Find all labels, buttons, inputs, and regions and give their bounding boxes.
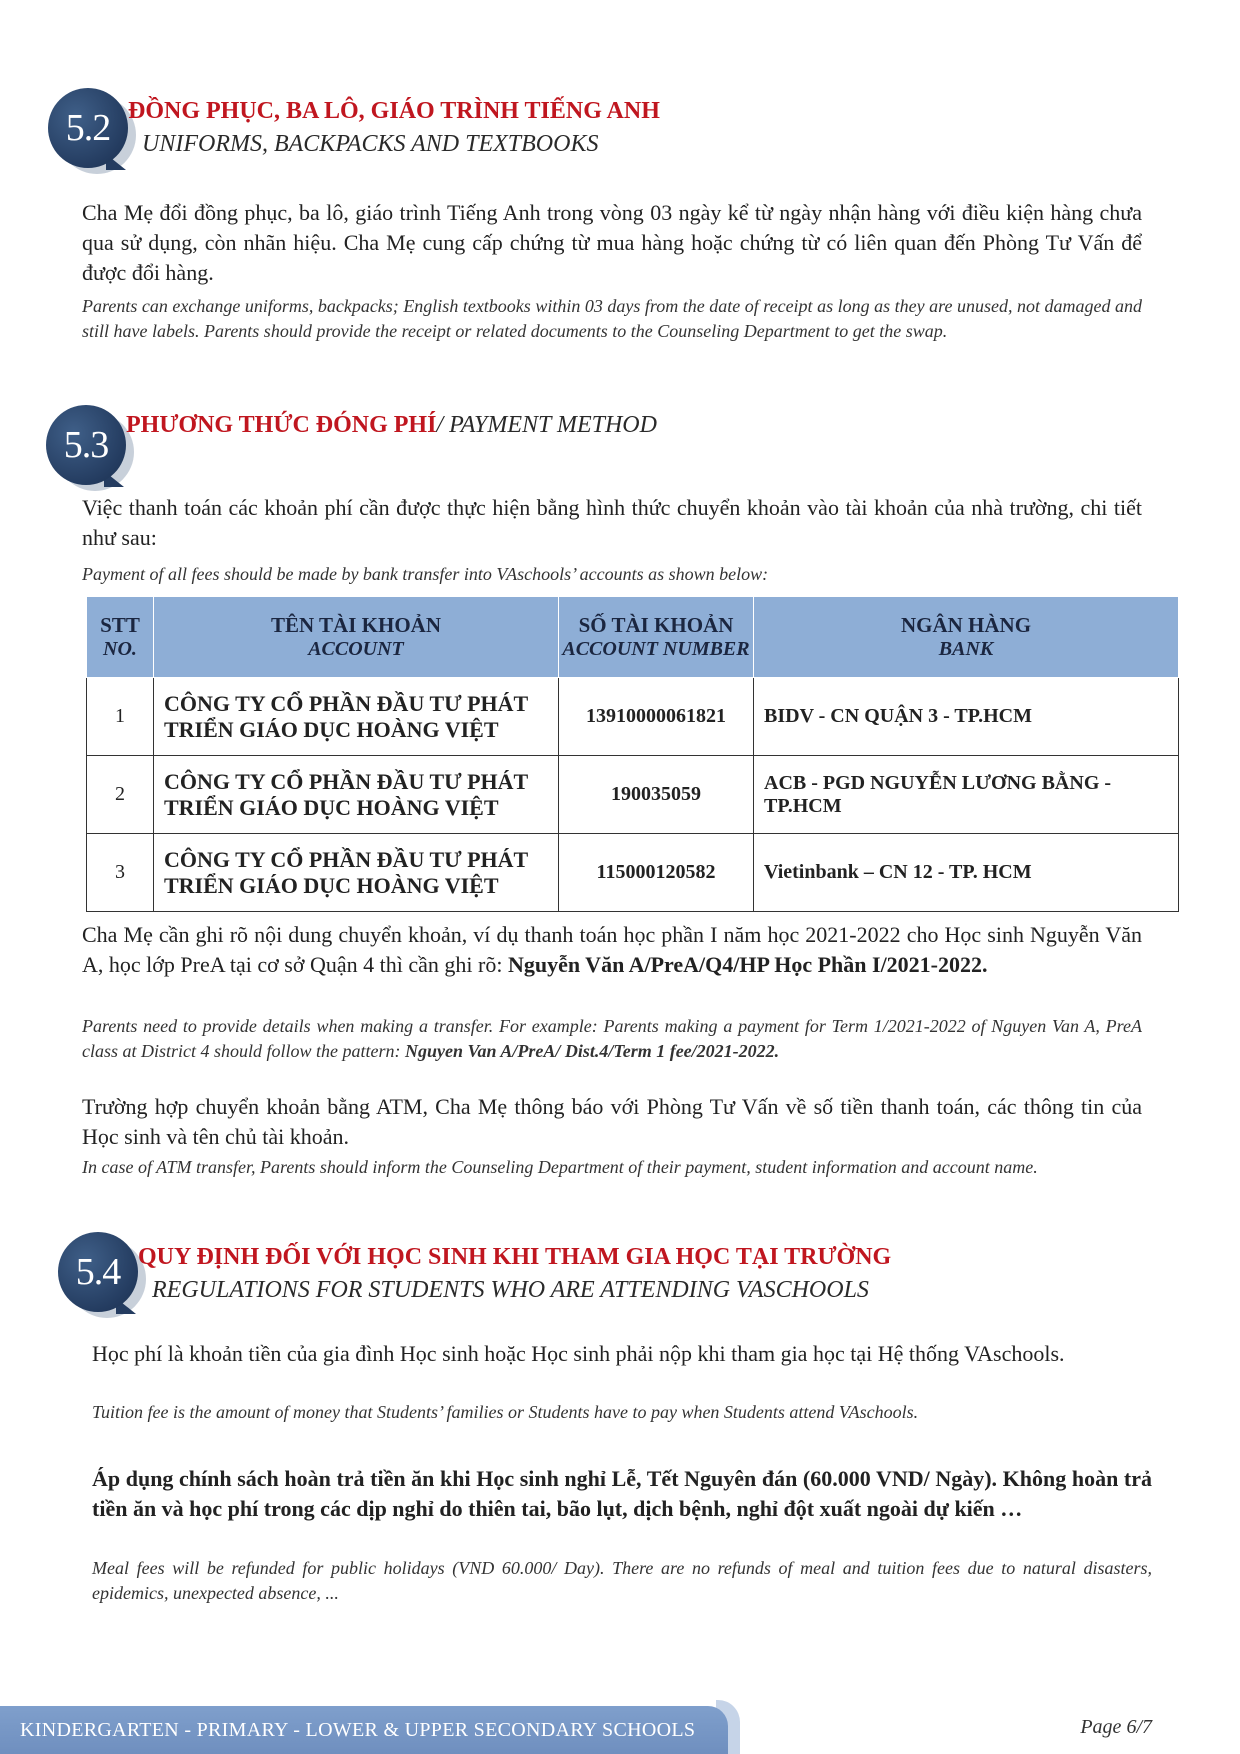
section-title-vi: QUY ĐỊNH ĐỐI VỚI HỌC SINH KHI THAM GIA HỌC TẠI TRƯỜNG: [138, 1244, 892, 1270]
section-badge-5-2: [48, 88, 138, 178]
row-account-number: 13910000061821: [559, 678, 754, 756]
row-stt: 2: [87, 756, 154, 834]
section-title-vi: PHƯƠNG THỨC ĐÓNG PHÍ: [126, 412, 437, 438]
transfer-pattern-vi: Nguyễn Văn A/PreA/Q4/HP Học Phần I/2021-2022.: [507, 952, 988, 977]
section-title: [126, 412, 657, 439]
section-number: 5.2: [48, 88, 128, 168]
column-header-bank: NGÂN HÀNG BANK: [754, 597, 1179, 678]
table-row: [87, 756, 1179, 834]
refund-policy-vi: Áp dụng chính sách hoàn trả tiền ăn khi Học sinh nghỉ Lễ, Tết Nguyên đán (60.000 VND/ Ngày). Không hoàn trả tiền ăn và học phí trong các dịp nghỉ do thiên tai, bão lụt, dịch bệnh, nghỉ đột xuất ngoài dự kiến …: [92, 1466, 1152, 1521]
section-number: 5.4: [58, 1232, 138, 1312]
section-badge-5-4: [58, 1232, 148, 1322]
row-stt: 3: [87, 834, 154, 912]
exchange-policy-en: Parents can exchange uniforms, backpacks; English textbooks within 03 days from the date of receipt as long as they are unused, not damaged and still have labels. Parents should provide the receipt or related documents to the Counseling Department to get the swap.: [82, 296, 1142, 341]
footer-bar: [0, 1706, 728, 1754]
section-title-en: UNIFORMS, BACKPACKS AND TEXTBOOKS: [142, 131, 599, 157]
transfer-note-vi: Cha Mẹ cần ghi rõ nội dung chuyển khoản, ví dụ thanh toán học phần I năm học 2021-2022 cho Học sinh Nguyễn Văn A, học lớp PreA tại cơ sở Quận 4 thì cần ghi rõ: Nguyễn Văn A/PreA/Q4/HP Học Phần I/2021-2022.: [82, 922, 1142, 977]
bank-accounts-table: [86, 596, 1179, 912]
row-bank: Vietinbank – CN 12 - TP. HCM: [754, 834, 1179, 912]
row-account-name: CÔNG TY CỔ PHẦN ĐẦU TƯ PHÁT TRIỂN GIÁO DỤC HOÀNG VIỆT: [154, 678, 559, 756]
row-bank: ACB - PGD NGUYỄN LƯƠNG BẰNG - TP.HCM: [754, 756, 1179, 834]
payment-intro-vi: Việc thanh toán các khoản phí cần được thực hiện bằng hình thức chuyển khoản vào tài khoản của nhà trường, chi tiết như sau:: [82, 495, 1142, 550]
table-row: [87, 834, 1179, 912]
section-title-vi: ĐỒNG PHỤC, BA LÔ, GIÁO TRÌNH TIẾNG ANH: [128, 98, 660, 124]
tuition-definition-vi: Học phí là khoản tiền của gia đình Học sinh hoặc Học sinh phải nộp khi tham gia học tại Hệ thống VAschools.: [92, 1341, 1065, 1366]
transfer-pattern-en: Nguyen Van A/PreA/ Dist.4/Term 1 fee/2021-2022.: [405, 1041, 780, 1061]
refund-policy-en: Meal fees will be refunded for public holidays (VND 60.000/ Day). There are no refunds of meal and tuition fees due to natural disasters, epidemics, unexpected absence, ...: [92, 1558, 1152, 1603]
transfer-note-en: Parents need to provide details when making a transfer. For example: Parents making a payment for Term 1/2021-2022 of Nguyen Van A, PreA class at District 4 should follow the pattern: Nguyen Van A/PreA/ Dist.4/Term 1 fee/2021-2022.: [82, 1016, 1142, 1061]
column-header-account-number: SỐ TÀI KHOẢN ACCOUNT NUMBER: [559, 597, 754, 678]
row-account-number: 190035059: [559, 756, 754, 834]
row-account-name: CÔNG TY CỔ PHẦN ĐẦU TƯ PHÁT TRIỂN GIÁO DỤC HOÀNG VIỆT: [154, 834, 559, 912]
table-header-row: [87, 597, 1179, 678]
column-header-stt: STT NO.: [87, 597, 154, 678]
table-row: [87, 678, 1179, 756]
section-title-en: / PAYMENT METHOD: [436, 412, 657, 438]
page-number: Page 6/7: [1080, 1716, 1152, 1738]
section-title-en: REGULATIONS FOR STUDENTS WHO ARE ATTENDING VASCHOOLS: [152, 1277, 869, 1303]
payment-intro-en: Payment of all fees should be made by bank transfer into VAschools’ accounts as shown below:: [82, 564, 769, 584]
tuition-definition-en: Tuition fee is the amount of money that Students’ families or Students have to pay when Students attend VAschools.: [92, 1402, 919, 1422]
row-account-name: CÔNG TY CỔ PHẦN ĐẦU TƯ PHÁT TRIỂN GIÁO DỤC HOÀNG VIỆT: [154, 756, 559, 834]
column-header-account: TÊN TÀI KHOẢN ACCOUNT: [154, 597, 559, 678]
atm-note-vi: Trường hợp chuyển khoản bằng ATM, Cha Mẹ thông báo với Phòng Tư Vấn về số tiền thanh toán, các thông tin của Học sinh và tên chủ tài khoản.: [82, 1094, 1142, 1149]
footer-schools-text: KINDERGARTEN - PRIMARY - LOWER & UPPER SECONDARY SCHOOLS: [20, 1718, 696, 1741]
section-badge-5-3: [46, 405, 136, 495]
section-number: 5.3: [46, 405, 126, 485]
exchange-policy-vi: Cha Mẹ đổi đồng phục, ba lô, giáo trình Tiếng Anh trong vòng 03 ngày kể từ ngày nhận hàng với điều kiện hàng chưa qua sử dụng, còn nhãn hiệu. Cha Mẹ cung cấp chứng từ mua hàng hoặc chứng từ có liên quan đến Phòng Tư Vấn để được đổi hàng.: [82, 200, 1142, 285]
row-account-number: 115000120582: [559, 834, 754, 912]
atm-note-en: In case of ATM transfer, Parents should inform the Counseling Department of their payment, student information and account name.: [82, 1157, 1038, 1177]
row-bank: BIDV - CN QUẬN 3 - TP.HCM: [754, 678, 1179, 756]
row-stt: 1: [87, 678, 154, 756]
